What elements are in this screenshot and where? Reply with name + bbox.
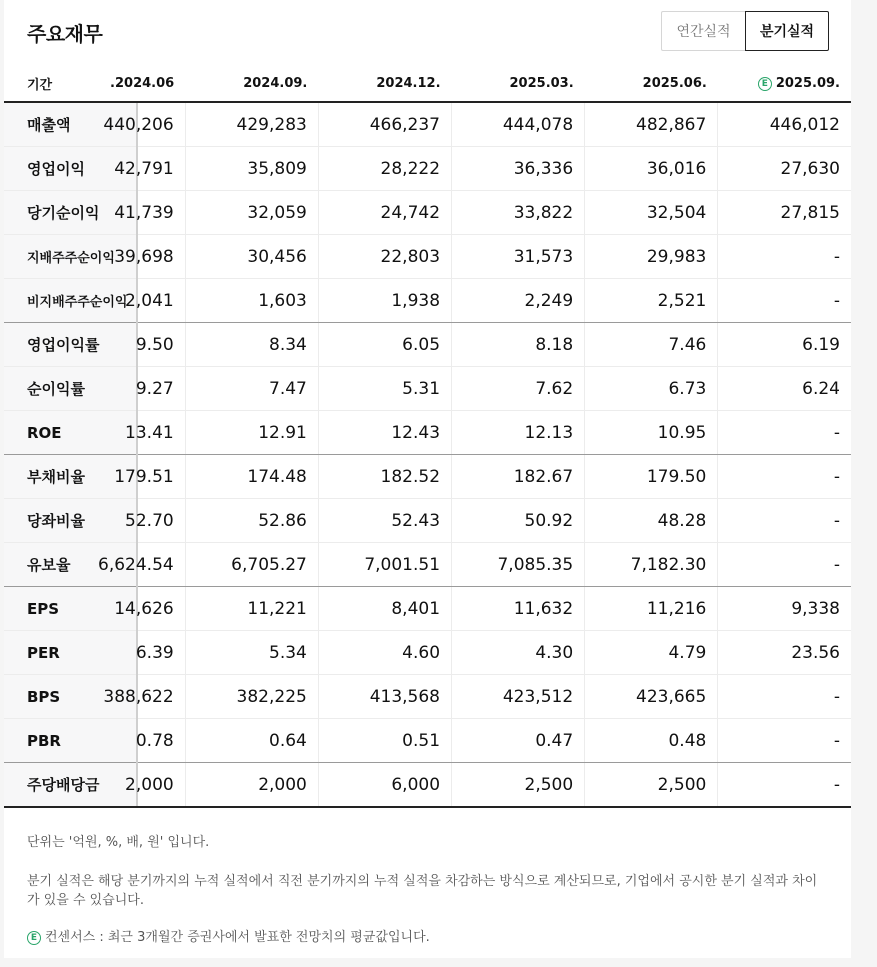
table-cell: 24,742 (318, 191, 451, 235)
row-label: PBR (4, 719, 137, 763)
table-cell: 413,568 (318, 675, 451, 719)
table-cell: 2,041 (137, 279, 185, 323)
table-notes (27, 833, 827, 967)
row-label: 순이익률 (4, 367, 137, 411)
table-cell: 6,624.54 (137, 543, 185, 587)
table-cell: - (718, 279, 851, 323)
table-row (4, 499, 851, 543)
row-label: 영업이익률 (4, 323, 137, 367)
table-cell: 50.92 (452, 499, 585, 543)
table-cell: 2,521 (585, 279, 718, 323)
table-cell: 0.64 (185, 719, 318, 763)
table-row (4, 675, 851, 719)
row-label: 매출액 (4, 102, 137, 147)
table-cell: 0.47 (452, 719, 585, 763)
row-label: 당좌비율 (4, 499, 137, 543)
table-cell: 179.51 (137, 455, 185, 499)
row-label: 주당배당금 (4, 763, 137, 808)
table-cell: 5.31 (318, 367, 451, 411)
table-cell: 14,626 (137, 587, 185, 631)
table-cell: 423,665 (585, 675, 718, 719)
period-header-label: 기간 (4, 66, 137, 102)
table-cell: 0.51 (318, 719, 451, 763)
table-cell: 12.43 (318, 411, 451, 455)
table-cell: 2,500 (452, 763, 585, 808)
table-cell: 11,216 (585, 587, 718, 631)
table-row (4, 367, 851, 411)
table-cell: - (718, 543, 851, 587)
table-cell: 6.19 (718, 323, 851, 367)
table-cell: 52.43 (318, 499, 451, 543)
quarterly-results-button[interactable]: 분기실적 (745, 11, 829, 51)
table-cell: - (718, 499, 851, 543)
unit-note: 단위는 '억원, %, 배, 원' 입니다. (27, 835, 210, 850)
financial-table (4, 66, 851, 808)
table-cell: 388,622 (137, 675, 185, 719)
table-cell: 36,016 (585, 147, 718, 191)
period-header: 2025.03. (452, 66, 585, 102)
table-cell: 6.73 (585, 367, 718, 411)
row-label: 부채비율 (4, 455, 137, 499)
table-row (4, 631, 851, 675)
table-cell: 42,791 (137, 147, 185, 191)
row-label: PER (4, 631, 137, 675)
table-cell: 6.05 (318, 323, 451, 367)
table-cell: - (718, 763, 851, 808)
table-row (4, 763, 851, 808)
table-cell: 13.41 (137, 411, 185, 455)
estimate-icon: E (758, 77, 772, 91)
table-row (4, 235, 851, 279)
table-cell: 27,630 (718, 147, 851, 191)
table-row (4, 719, 851, 763)
table-cell: 4.79 (585, 631, 718, 675)
table-cell: - (718, 455, 851, 499)
table-cell: 6.39 (137, 631, 185, 675)
table-cell: 30,456 (185, 235, 318, 279)
row-label: EPS (4, 587, 137, 631)
period-header: 2024.12. (318, 66, 451, 102)
table-cell: 12.91 (185, 411, 318, 455)
table-row (4, 455, 851, 499)
table-cell: - (718, 411, 851, 455)
table-cell: 8.34 (185, 323, 318, 367)
table-cell: 466,237 (318, 102, 451, 147)
table-cell: 7.62 (452, 367, 585, 411)
row-label: ROE (4, 411, 137, 455)
table-cell: 423,512 (452, 675, 585, 719)
table-row (4, 102, 851, 147)
table-row (4, 543, 851, 587)
table-cell: 8.18 (452, 323, 585, 367)
table-cell: 41,739 (137, 191, 185, 235)
table-cell: 1,938 (318, 279, 451, 323)
table-row (4, 411, 851, 455)
table-cell: 174.48 (185, 455, 318, 499)
table-cell: 182.52 (318, 455, 451, 499)
table-cell: 6,705.27 (185, 543, 318, 587)
table-row (4, 323, 851, 367)
table-cell: 6.24 (718, 367, 851, 411)
table-cell: 182.67 (452, 455, 585, 499)
table-cell: 36,336 (452, 147, 585, 191)
table-cell: 2,000 (137, 763, 185, 808)
row-label: 유보율 (4, 543, 137, 587)
table-cell: 2,000 (185, 763, 318, 808)
annual-results-button[interactable]: 연간실적 (661, 11, 745, 51)
period-header: 2025.06. (585, 66, 718, 102)
table-cell: 1,603 (185, 279, 318, 323)
row-label: 비지배주주순이익 (4, 279, 137, 323)
table-cell: - (718, 235, 851, 279)
table-row (4, 147, 851, 191)
period-toggle (661, 11, 829, 51)
table-cell: 7.47 (185, 367, 318, 411)
table-cell: 23.56 (718, 631, 851, 675)
quarter-calculation-note: 분기 실적은 해당 분기까지의 누적 실적에서 직전 분기까지의 누적 실적을 차감하는 방식으로 계산되므로, 기업에서 공시한 분기 실적과 차이가 있을 수 있습니다. (27, 874, 818, 908)
table-header-row (4, 66, 851, 102)
table-cell: 22,803 (318, 235, 451, 279)
table-cell: 7.46 (585, 323, 718, 367)
table-cell: 39,698 (137, 235, 185, 279)
row-label: 당기순이익 (4, 191, 137, 235)
table-cell: 11,632 (452, 587, 585, 631)
table-cell: 48.28 (585, 499, 718, 543)
table-cell: 440,206 (137, 102, 185, 147)
table-cell: 382,225 (185, 675, 318, 719)
consensus-note: E 컨센서스 : 최근 3개월간 증권사에서 발표한 전망치의 평균값입니다. (27, 928, 827, 947)
financial-summary-card (4, 0, 851, 958)
table-cell: 7,182.30 (585, 543, 718, 587)
table-cell: 4.60 (318, 631, 451, 675)
table-cell: 444,078 (452, 102, 585, 147)
table-cell: 27,815 (718, 191, 851, 235)
table-cell: 179.50 (585, 455, 718, 499)
table-cell: - (718, 719, 851, 763)
table-cell: 2,249 (452, 279, 585, 323)
table-cell: 0.48 (585, 719, 718, 763)
table-cell: 33,822 (452, 191, 585, 235)
table-cell: - (718, 675, 851, 719)
table-cell: 4.30 (452, 631, 585, 675)
table-cell: 32,504 (585, 191, 718, 235)
section-title: 주요재무 (27, 22, 103, 46)
table-cell: 482,867 (585, 102, 718, 147)
row-label: BPS (4, 675, 137, 719)
table-cell: 0.78 (137, 719, 185, 763)
period-header-estimate: E 2025.09. (718, 66, 851, 102)
row-label: 지배주주순이익 (4, 235, 137, 279)
table-cell: 7,085.35 (452, 543, 585, 587)
table-cell: 35,809 (185, 147, 318, 191)
table-cell: 5.34 (185, 631, 318, 675)
table-cell: 8,401 (318, 587, 451, 631)
table-cell: 52.86 (185, 499, 318, 543)
table-cell: 9,338 (718, 587, 851, 631)
table-cell: 9.27 (137, 367, 185, 411)
table-cell: 429,283 (185, 102, 318, 147)
table-cell: 446,012 (718, 102, 851, 147)
period-header: 2024.09. (185, 66, 318, 102)
table-cell: 6,000 (318, 763, 451, 808)
table-cell: 12.13 (452, 411, 585, 455)
row-label: 영업이익 (4, 147, 137, 191)
table-cell: 31,573 (452, 235, 585, 279)
period-header: 2024.06. (137, 66, 185, 102)
table-cell: 28,222 (318, 147, 451, 191)
table-cell: 11,221 (185, 587, 318, 631)
table-cell: 29,983 (585, 235, 718, 279)
table-cell: 9.50 (137, 323, 185, 367)
table-row (4, 279, 851, 323)
estimate-icon: E (27, 931, 41, 945)
table-row (4, 191, 851, 235)
table-cell: 7,001.51 (318, 543, 451, 587)
table-row (4, 587, 851, 631)
table-cell: 2,500 (585, 763, 718, 808)
table-cell: 52.70 (137, 499, 185, 543)
table-cell: 10.95 (585, 411, 718, 455)
table-cell: 32,059 (185, 191, 318, 235)
